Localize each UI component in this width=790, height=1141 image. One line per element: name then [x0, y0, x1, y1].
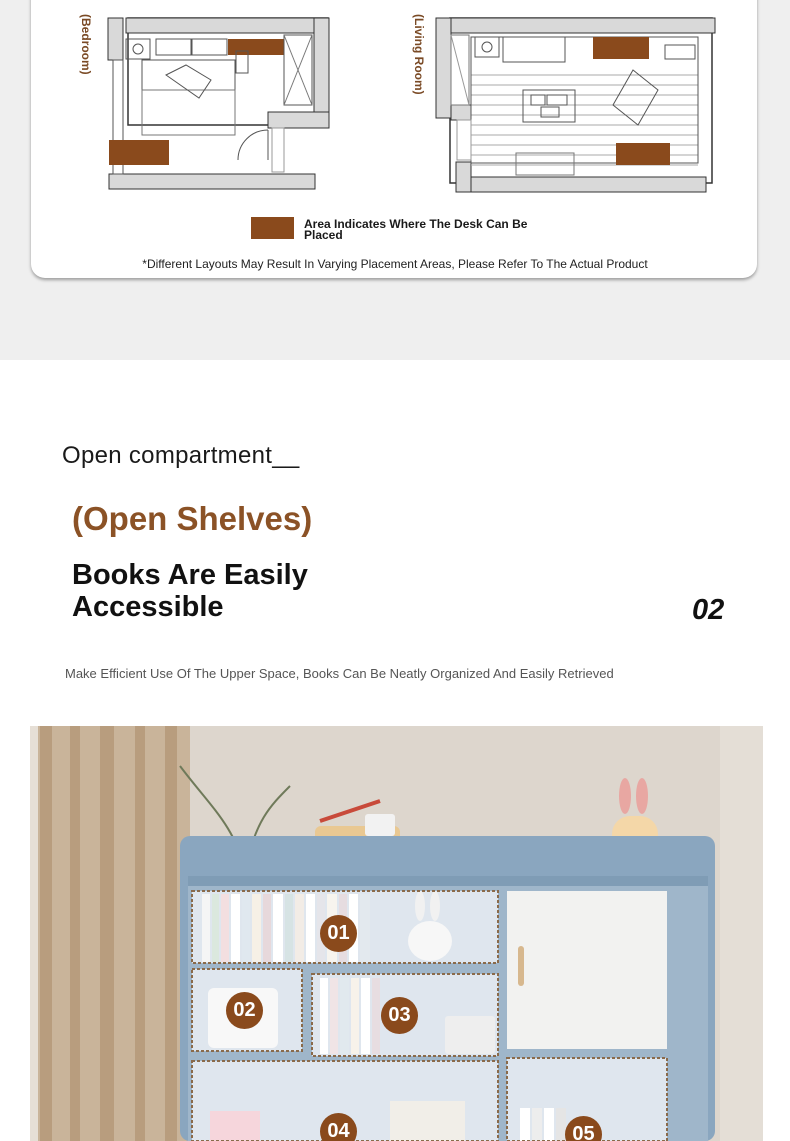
layout-disclaimer: *Different Layouts May Result In Varying Placement Areas, Please Refer To The Actual Product [142, 257, 648, 271]
bedroom-label: (Bedroom) [79, 14, 93, 75]
feature-description: Make Efficient Use Of The Upper Space, Books Can Be Neatly Organized And Easily Retrieved [65, 666, 614, 681]
layout-diagram-card [31, 0, 757, 278]
compartment-badge-2: 02 [226, 992, 263, 1029]
section-kicker: Open compartment__ [62, 442, 300, 469]
compartment-badge-1: 01 [320, 915, 357, 952]
product-photo [30, 726, 763, 1141]
compartment-badge-5: 05 [565, 1116, 602, 1141]
living-room-label: (Living Room) [412, 14, 426, 95]
feature-title: (Open Shelves) [72, 500, 313, 537]
feature-headline: Books Are Easily Accessible [72, 559, 308, 623]
living-room-floor-plan [433, 15, 718, 200]
desk-area-legend-text: Area Indicates Where The Desk Can Be Placed [304, 217, 528, 242]
bedroom-floor-plan [106, 15, 336, 200]
desk-area-legend-swatch [251, 217, 294, 239]
compartment-badge-3: 03 [381, 997, 418, 1034]
bookshelf-illustration [30, 726, 763, 1141]
compartment-badge-4: 04 [320, 1113, 357, 1141]
feature-number: 02 [692, 594, 725, 626]
